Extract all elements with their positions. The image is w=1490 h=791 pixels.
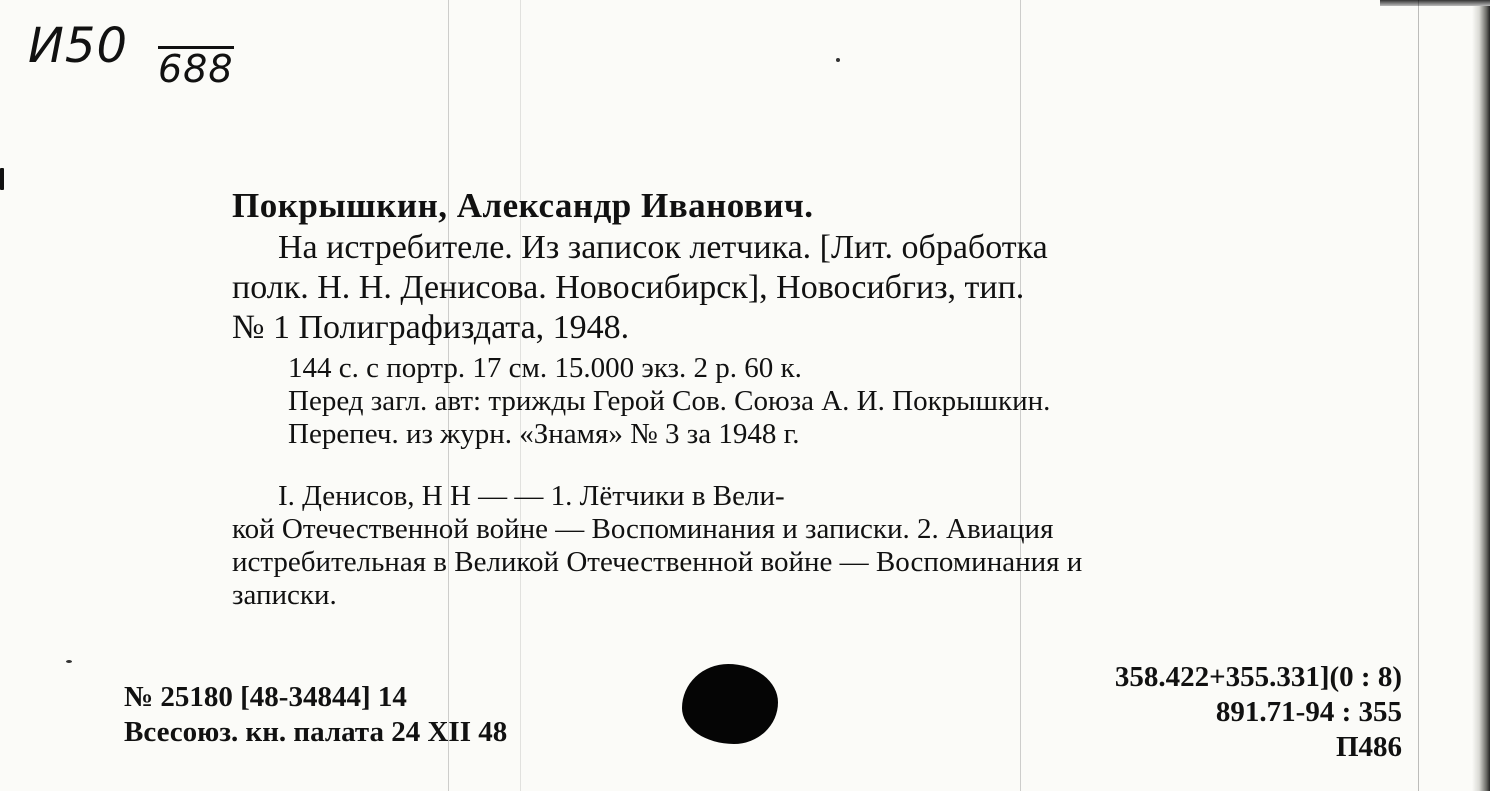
details-line: Перепеч. из журн. «Знамя» № 3 за 1948 г. [288,418,800,450]
ink-blot [682,664,778,744]
fold-crease [1418,0,1419,791]
physical-description [288,352,1388,451]
classification-line: 358.422+355.331](0 : 8) [1114,661,1402,693]
order-line: Всесоюз. кн. палата 24 XII 48 [124,716,508,748]
shelfmark-main: И50 [28,18,128,74]
details-line: Перед загл. авт: трижды Герой Сов. Союза А. И. Покрышкин. [288,385,1051,417]
author-heading: Покрышкин, Александр Иванович. [232,186,814,225]
card-top-edge [1380,0,1490,6]
title-line: полк. Н. Н. Денисова. Новосибирск], Новосибгиз, тип. [232,269,1025,306]
title-line: На истребителе. Из записок летчика. [Лит. обработка [278,229,1048,266]
card-edge-shadow [1472,0,1490,791]
subject-tracings [232,480,1412,612]
title-statement [232,228,1412,348]
details-line: 144 с. с портр. 17 см. 15.000 экз. 2 р. 60 к. [288,352,802,384]
tracing-line: кой Отечественной войне — Воспоминания и записки. 2. Авиация [232,513,1054,545]
shelfmark-sub: 688 [158,47,234,91]
classification-line: П486 [1335,731,1402,763]
tracing-line: записки. [232,579,337,611]
edge-mark [0,168,4,190]
order-line: № 25180 [48-34844] 14 [124,681,407,713]
classification-block [1115,660,1402,765]
classification-line: 891.71-94 : 355 [1215,696,1402,728]
tracing-line: истребительная в Великой Отечественной войне — Воспоминания и [232,546,1083,578]
order-number-block [124,680,507,750]
dust-speck [66,660,72,663]
tracing-line: I. Денисов, Н Н — — 1. Лётчики в Вели- [278,480,785,512]
title-line: № 1 Полиграфиздата, 1948. [232,309,630,346]
dust-speck [836,58,840,62]
handwritten-shelfmark [28,18,234,91]
